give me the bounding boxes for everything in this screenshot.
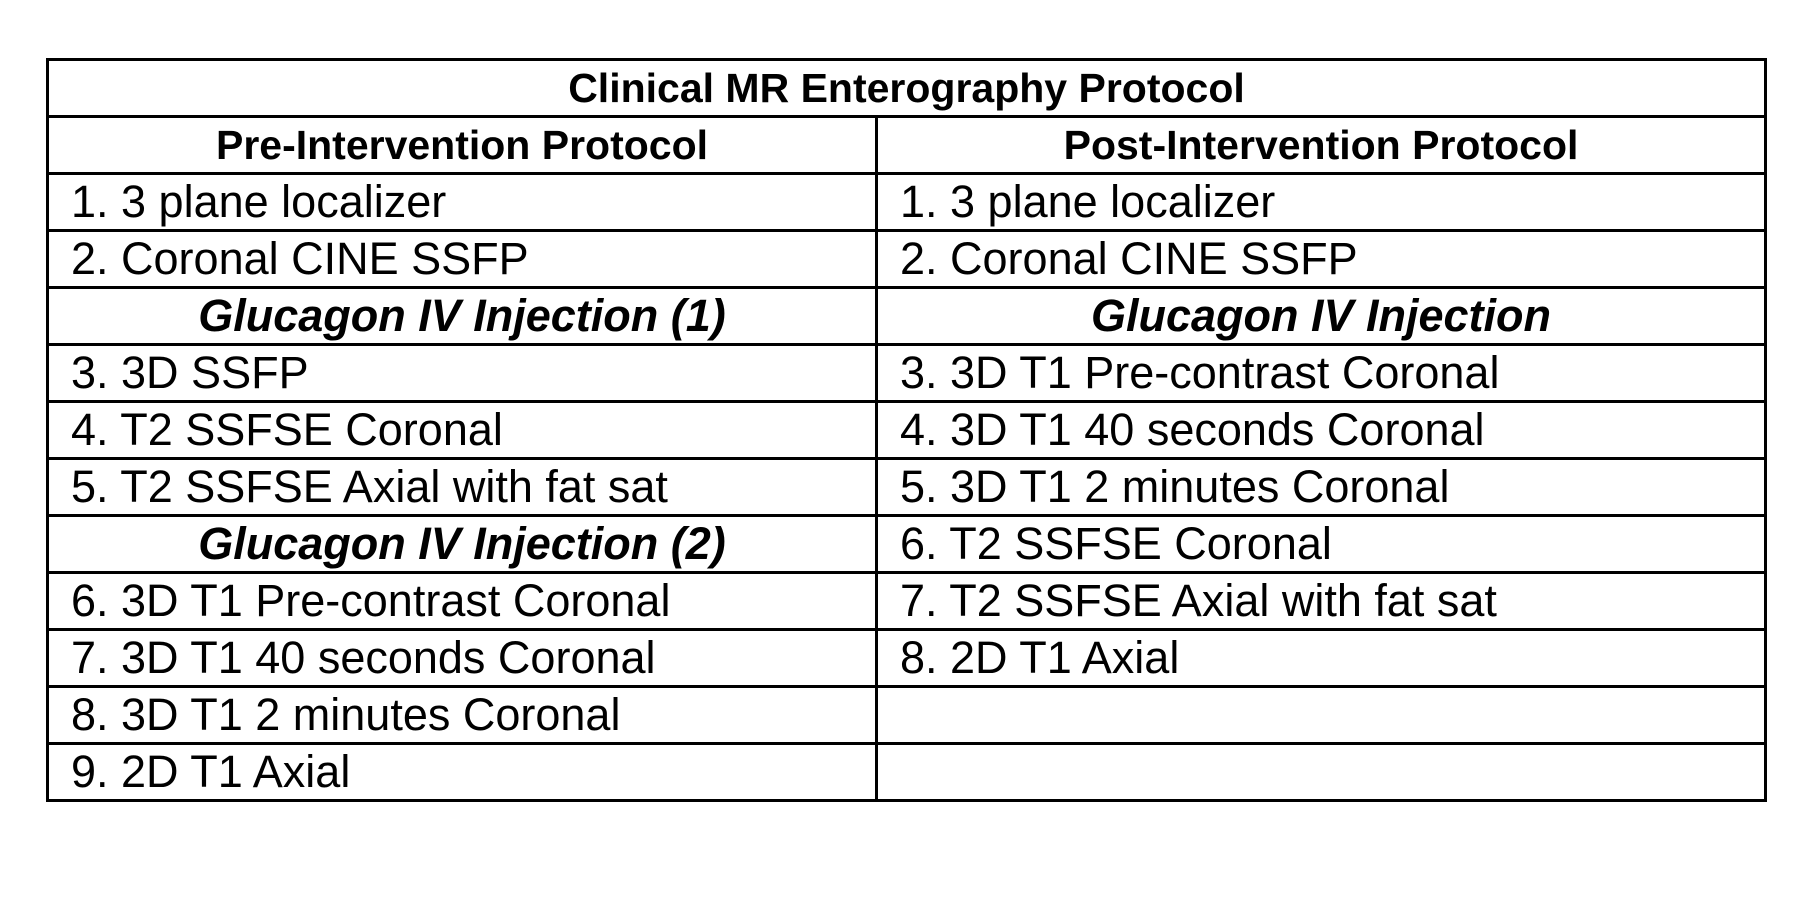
table-row xyxy=(48,174,1766,231)
pre-protocol-step: 1. 3 plane localizer xyxy=(48,174,877,231)
post-protocol-step: 4. 3D T1 40 seconds Coronal xyxy=(877,402,1766,459)
post-empty-cell xyxy=(877,687,1766,744)
table-row xyxy=(48,630,1766,687)
pre-protocol-step: 3. 3D SSFP xyxy=(48,345,877,402)
column-header-pre-intervention: Pre-Intervention Protocol xyxy=(48,117,877,174)
table-title: Clinical MR Enterography Protocol xyxy=(48,60,1766,117)
table-row xyxy=(48,744,1766,801)
pre-injection-note: Glucagon IV Injection (2) xyxy=(48,516,877,573)
protocol-steps xyxy=(48,174,1766,801)
pre-protocol-step: 5. T2 SSFSE Axial with fat sat xyxy=(48,459,877,516)
post-protocol-step: 1. 3 plane localizer xyxy=(877,174,1766,231)
pre-protocol-step: 4. T2 SSFSE Coronal xyxy=(48,402,877,459)
post-protocol-step: 5. 3D T1 2 minutes Coronal xyxy=(877,459,1766,516)
post-injection-note: Glucagon IV Injection xyxy=(877,288,1766,345)
pre-protocol-step: 6. 3D T1 Pre-contrast Coronal xyxy=(48,573,877,630)
pre-protocol-step: 7. 3D T1 40 seconds Coronal xyxy=(48,630,877,687)
table-row xyxy=(48,402,1766,459)
protocol-table xyxy=(46,58,1767,802)
pre-protocol-step: 9. 2D T1 Axial xyxy=(48,744,877,801)
post-empty-cell xyxy=(877,744,1766,801)
title-row xyxy=(48,60,1766,117)
table-row xyxy=(48,687,1766,744)
column-header-post-intervention: Post-Intervention Protocol xyxy=(877,117,1766,174)
pre-protocol-step: 2. Coronal CINE SSFP xyxy=(48,231,877,288)
pre-injection-note: Glucagon IV Injection (1) xyxy=(48,288,877,345)
post-protocol-step: 2. Coronal CINE SSFP xyxy=(877,231,1766,288)
table-row xyxy=(48,459,1766,516)
pre-protocol-step: 8. 3D T1 2 minutes Coronal xyxy=(48,687,877,744)
table-row xyxy=(48,345,1766,402)
table-row xyxy=(48,573,1766,630)
post-protocol-step: 8. 2D T1 Axial xyxy=(877,630,1766,687)
post-protocol-step: 6. T2 SSFSE Coronal xyxy=(877,516,1766,573)
post-protocol-step: 7. T2 SSFSE Axial with fat sat xyxy=(877,573,1766,630)
table-row xyxy=(48,231,1766,288)
table-row xyxy=(48,288,1766,345)
post-protocol-step: 3. 3D T1 Pre-contrast Coronal xyxy=(877,345,1766,402)
table-row xyxy=(48,516,1766,573)
header-row xyxy=(48,117,1766,174)
